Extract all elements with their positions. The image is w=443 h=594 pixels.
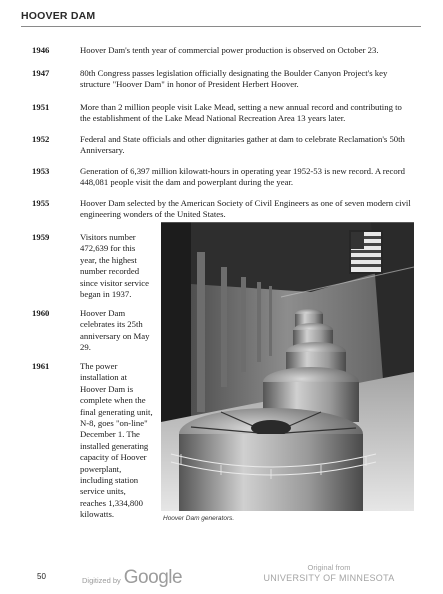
- entry-year: 1947: [32, 68, 50, 78]
- entry-year: 1952: [32, 134, 50, 144]
- entry-year: 1959: [32, 232, 50, 242]
- page-number: 50: [37, 572, 46, 581]
- entry-year: 1960: [32, 308, 50, 318]
- original-from-label: Original from: [307, 563, 351, 572]
- entry-text: Hoover Dam's tenth year of commercial power production is observed on October 23.: [80, 45, 379, 55]
- entry-text: Visitors number 472,639 for this year, the highest number recorded since visitor service began in 1937.: [80, 232, 149, 300]
- entry-year: 1953: [32, 166, 50, 176]
- entry-year: 1946: [32, 45, 50, 55]
- entry-text: Hoover Dam celebrates its 25th anniversary on May 29.: [80, 308, 150, 353]
- entry-text: Generation of 6,397 million kilowatt-hours in operating year 1952-53 is new record. A record 448,081 people visit the dam and powerplant during the year.: [80, 166, 405, 188]
- entry-text: Federal and State officials and other dignitaries gather at dam to celebrate Reclamation's 50th Anniversary.: [80, 134, 405, 156]
- entry-year: 1961: [32, 361, 50, 371]
- entry-text: 80th Congress passes legislation officially designating the Boulder Canyon Project's key structure "Hoover Dam" in honor of President Herbert Hoover.: [80, 68, 388, 90]
- entry-year: 1955: [32, 198, 50, 208]
- entry-year: 1951: [32, 102, 50, 112]
- header-rule: [21, 26, 421, 27]
- photo-caption: Hoover Dam generators.: [163, 515, 235, 522]
- entry-text: The power installation at Hoover Dam is complete when the final generating unit, N-8, goes "on-line" December 1. The installed generating capacity of Hoover powerplant, including station service units, reaches 1,334,800 kilowatts.: [80, 361, 153, 520]
- entry-text: More than 2 million people visit Lake Mead, setting a new annual record and contributing to the establishment of the Lake Mead National Recreation Area 13 years later.: [80, 102, 402, 124]
- digitized-by-google: [82, 567, 182, 589]
- running-header: HOOVER DAM: [21, 10, 96, 22]
- institution-name: UNIVERSITY OF MINNESOTA: [263, 573, 395, 583]
- digitized-by-label: Digitized by: [82, 576, 121, 585]
- google-logo: Google: [123, 567, 183, 588]
- generators-photo: [161, 222, 414, 511]
- entry-text: Hoover Dam selected by the American Society of Civil Engineers as one of seven modern civil engineering wonders of the United States.: [80, 198, 411, 220]
- original-from-block: [254, 563, 404, 584]
